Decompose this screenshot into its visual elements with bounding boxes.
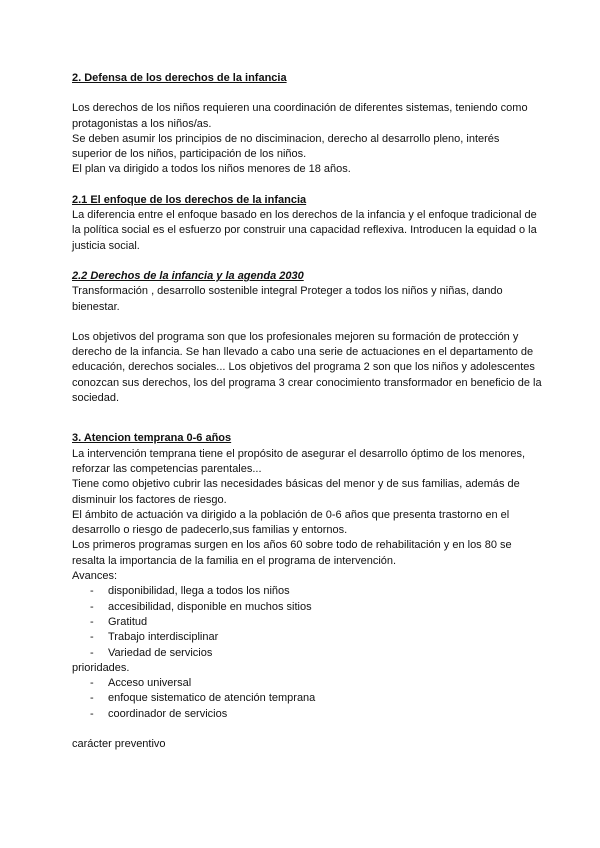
section-2-1-heading: 2.1 El enfoque de los derechos de la infancia [72,193,307,206]
section-2-1-paragraph: La diferencia entre el enfoque basado en los derechos de la infancia y el enfoque tradicional de la política social es el esfuerzo por construir una capacidad reflexiva. Introducen la equidad o la justicia social. [72,209,537,252]
list-item: - Gratitud [72,615,542,630]
prioridades-label: prioridades. [72,661,130,674]
list-item: - disponibilidad, llega a todos los niños [72,584,542,599]
list-item: - enfoque sistematico de atención temprana [72,691,542,706]
document-content [72,71,542,752]
section-2-2-heading: 2.2 Derechos de la infancia y la agenda 2030 [72,269,304,282]
avances-label: Avances: [72,570,118,583]
section-2-paragraph: Se deben asumir los principios de no disciminacion, derecho al desarrollo pleno, interés superior de los niños, participación de los niños. [72,132,500,161]
list-item: - Variedad de servicios [72,646,542,661]
section-2-paragraph: Los derechos de los niños requieren una coordinación de diferentes sistemas, teniendo como protagonistas a los niños/as. [72,102,528,130]
list-item: - Acceso universal [72,676,542,691]
section-2-paragraph: El plan va dirigido a todos los niños menores de 18 años. [72,163,351,176]
section-3-heading: 3. Atencion temprana 0-6 años [72,432,232,445]
section-3-paragraph: La intervención temprana tiene el propósito de asegurar el desarrollo óptimo de los menores, reforzar las competencias parentales... [72,447,526,475]
section-3-paragraph: Los primeros programas surgen en los años 60 sobre todo de rehabilitación y en los 80 se resalta la importancia de la familia en el programa de intervención. [72,539,512,567]
prioridades-list [72,676,542,722]
closing-note: carácter preventivo [72,737,166,750]
list-item: - Trabajo interdisciplinar [72,630,542,645]
section-3-paragraph: El ámbito de actuación va dirigido a la población de 0-6 años que presenta trastorno en el desarrollo o riesgo de padecerlo,sus familias y entornos. [72,508,510,537]
section-3-paragraph: Tiene como objetivo cubrir las necesidades básicas del menor y de sus familias, además de disminuir los factores de riesgo. [72,478,520,506]
list-item: - accesibilidad, disponible en muchos sitios [72,600,542,615]
avances-list [72,584,542,660]
section-2-heading: 2. Defensa de los derechos de la infancia [72,72,287,84]
section-2-2-paragraph: Transformación , desarrollo sostenible integral Proteger a todos los niños y niñas, dando bienestar. [72,285,503,313]
section-2-2-paragraph: Los objetivos del programa son que los profesionales mejoren su formación de protección y derecho de la infancia. Se han llevado a cabo una serie de actuaciones en el departamento de educación, derechos sociales... Los objetivos del programa 2 son que los niños y adolescentes conozcan sus derechos, los del programa 3 crear conocimiento transformador en beneficio de la sociedad. [72,330,542,405]
list-item: - coordinador de servicios [72,707,542,722]
